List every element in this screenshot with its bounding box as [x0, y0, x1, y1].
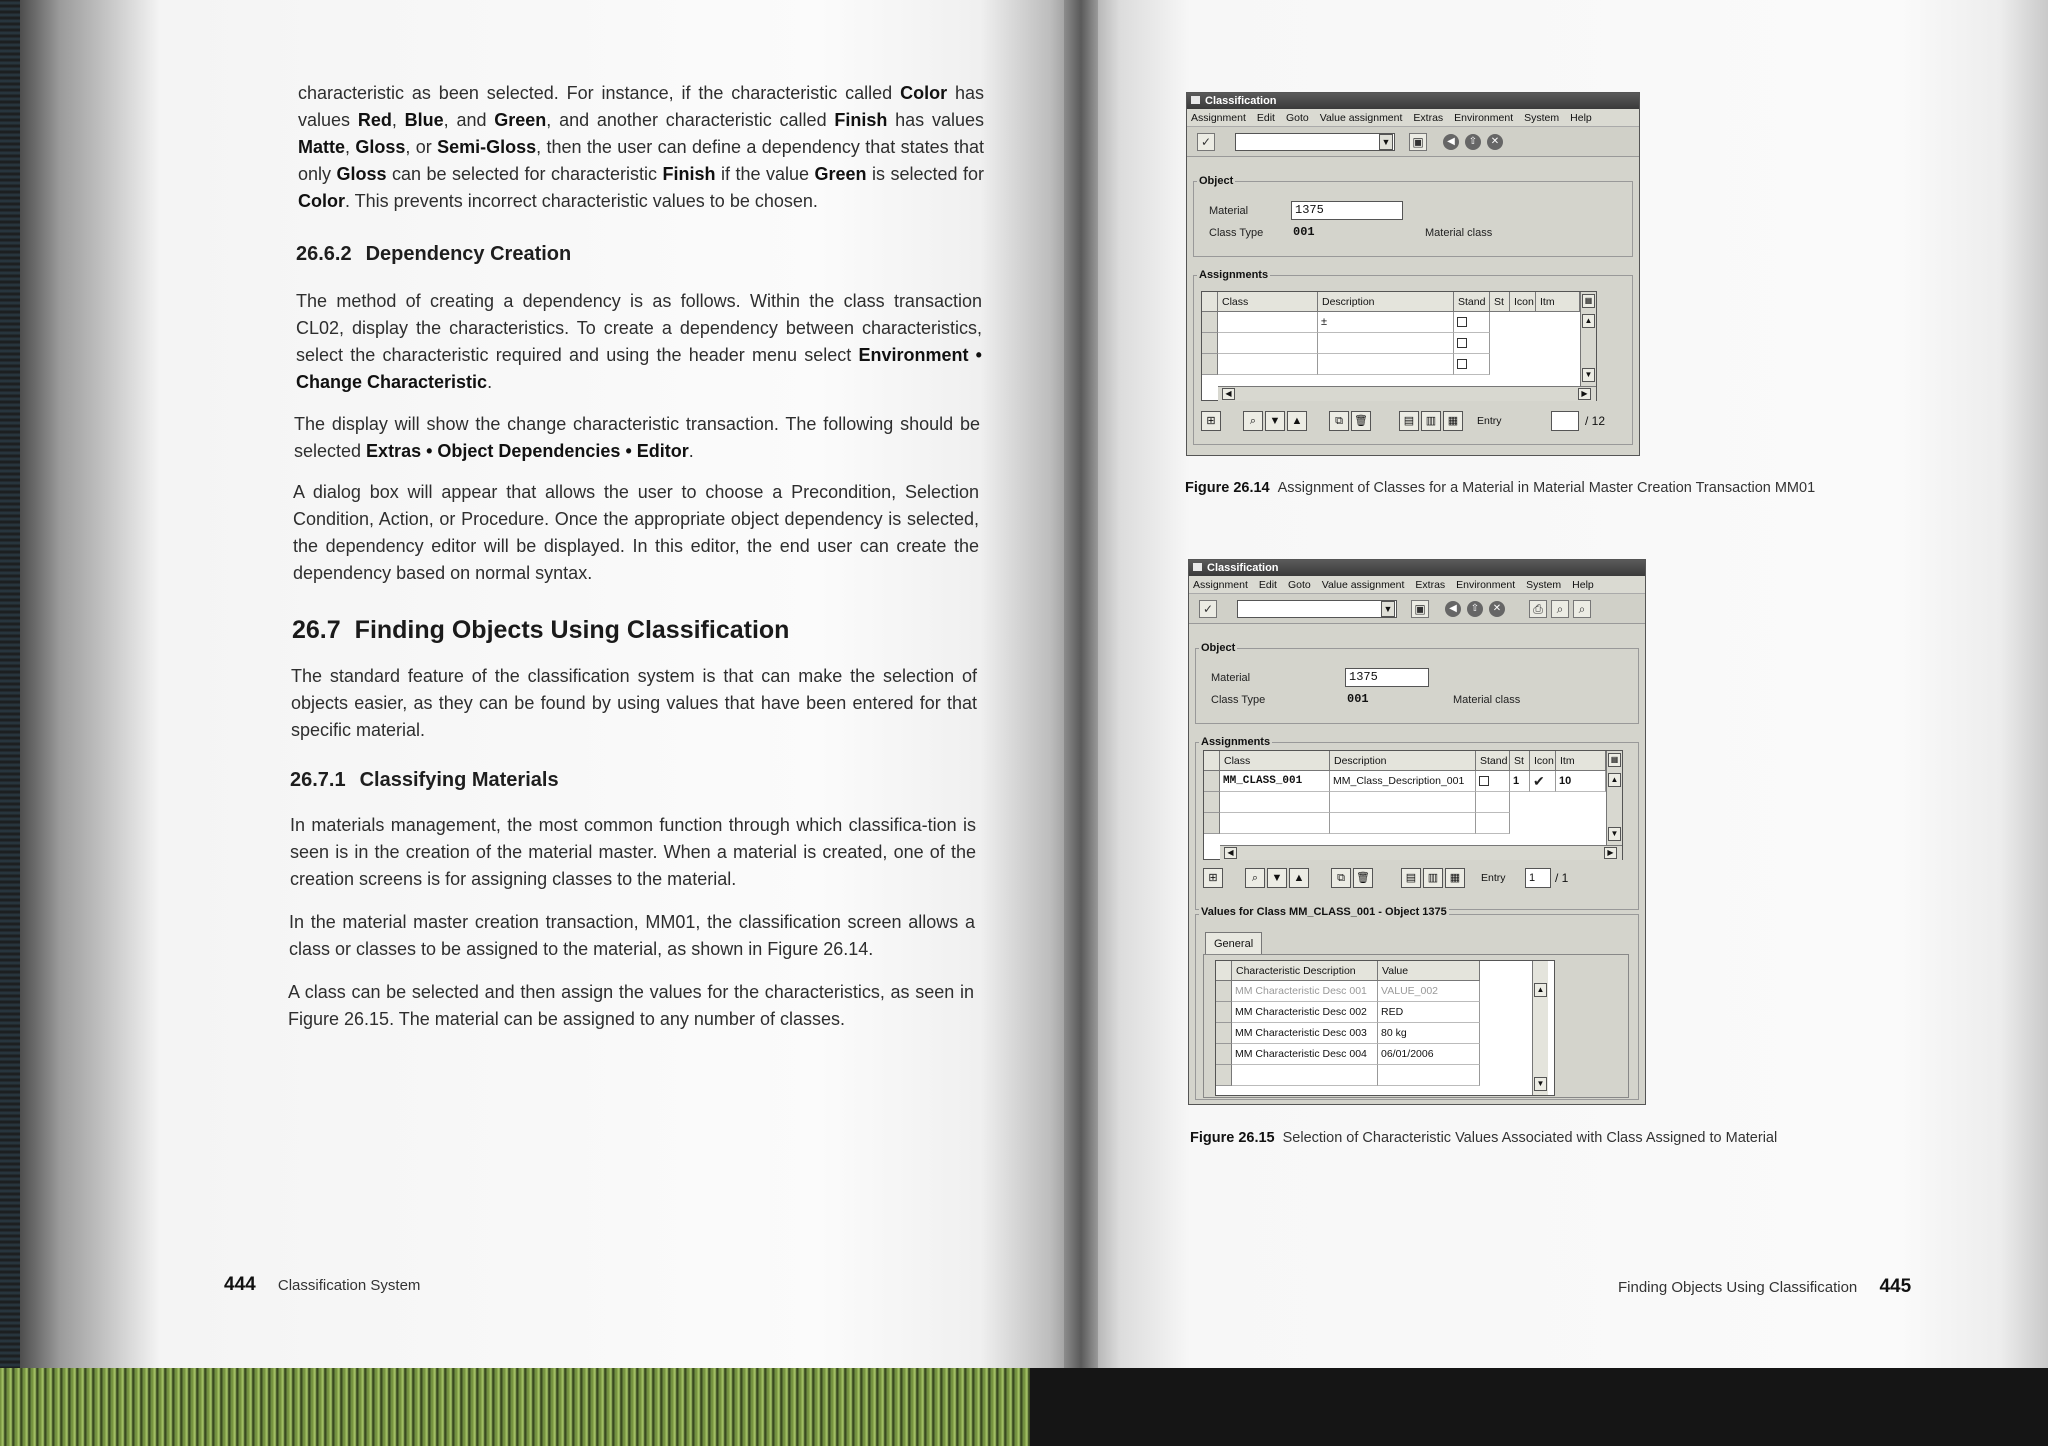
- assignments-table: [1203, 750, 1623, 860]
- menu-help[interactable]: Help: [1570, 112, 1592, 124]
- row-selector[interactable]: [1216, 1002, 1232, 1023]
- menu-edit[interactable]: Edit: [1256, 112, 1275, 124]
- material-label: Material: [1211, 672, 1251, 684]
- menu-goto[interactable]: Goto: [1285, 112, 1309, 124]
- scroll-right-icon[interactable]: ▶: [1604, 847, 1617, 859]
- find-next-icon[interactable]: ⌕: [1573, 600, 1591, 618]
- footer-section-right: Finding Objects Using Classification: [1618, 1279, 1858, 1296]
- assignments-label: Assignments: [1199, 269, 1269, 281]
- standard-checkbox[interactable]: [1457, 338, 1467, 348]
- header-st: St: [1490, 292, 1510, 312]
- icon-cell: [1530, 771, 1556, 792]
- header-class: Class: [1218, 292, 1318, 312]
- table-cell[interactable]: [1232, 1065, 1378, 1086]
- header-stand: Stand: [1476, 751, 1510, 771]
- horizontal-scrollbar[interactable]: [1218, 386, 1596, 401]
- menu-goto[interactable]: Goto: [1287, 579, 1311, 591]
- header-select: [1216, 961, 1232, 981]
- table-settings-icon[interactable]: ▦: [1582, 294, 1595, 308]
- tab-general[interactable]: General: [1205, 932, 1262, 954]
- row-selector[interactable]: [1202, 354, 1218, 375]
- delete-icon[interactable]: 🗑: [1353, 868, 1373, 888]
- paragraph-classifying-3: A class can be selected and then assign the values for the characteristics, as seen in Figure 26.15. The material can be assigned to any number of classes.: [288, 982, 974, 1029]
- entry-field[interactable]: 1: [1525, 868, 1551, 888]
- scroll-up-icon[interactable]: ▲: [1608, 773, 1621, 787]
- header-description: Description: [1330, 751, 1476, 771]
- class-cell[interactable]: MM_CLASS_001: [1220, 771, 1330, 792]
- paragraph-classifying-1: In materials management, the most common function through which classifica-tion is seen is in the creation of the material master. When a material is created, one of the creation screens is for assigning classes to the material.: [290, 815, 976, 889]
- standard-checkbox[interactable]: [1457, 317, 1467, 327]
- scroll-down-icon[interactable]: ▼: [1534, 1077, 1547, 1091]
- object-group: [1193, 181, 1633, 257]
- material-class-label: Material class: [1425, 227, 1493, 239]
- menu-system[interactable]: System: [1524, 112, 1560, 124]
- enter-check-icon[interactable]: ✓: [1199, 600, 1217, 618]
- cancel-icon[interactable]: ✕: [1489, 601, 1505, 617]
- characteristic-desc-cell: MM Characteristic Desc 004: [1232, 1044, 1378, 1065]
- assignments-label: Assignments: [1201, 736, 1271, 748]
- command-dropdown-icon[interactable]: ▼: [1379, 134, 1393, 150]
- characteristic-desc-cell: MM Characteristic Desc 002: [1232, 1002, 1378, 1023]
- table-cell[interactable]: [1220, 813, 1330, 834]
- cancel-icon[interactable]: ✕: [1487, 134, 1503, 150]
- exit-icon[interactable]: ⇧: [1467, 601, 1483, 617]
- menu-environment[interactable]: Environment: [1456, 579, 1516, 591]
- characteristic-value-cell[interactable]: RED: [1378, 1002, 1480, 1023]
- delete-icon[interactable]: 🗑: [1351, 411, 1371, 431]
- menu-bar: [1187, 109, 1639, 127]
- footer-right: [1618, 1276, 1911, 1298]
- copy-icon[interactable]: ⧉: [1329, 411, 1349, 431]
- object-label: Object: [1201, 642, 1236, 654]
- table-toolbar: [1203, 868, 1633, 896]
- scroll-down-icon[interactable]: ▼: [1582, 368, 1595, 382]
- object-label: Object: [1199, 175, 1234, 187]
- header-class: Class: [1220, 751, 1330, 771]
- header-select: [1202, 292, 1218, 312]
- menu-value-assignment[interactable]: Value assignment: [1321, 579, 1405, 591]
- scroll-down-icon[interactable]: ▼: [1608, 827, 1621, 841]
- table-cell[interactable]: [1218, 312, 1318, 333]
- class-type-value: 001: [1347, 692, 1369, 706]
- paragraph-finding-objects: The standard feature of the classification system is that can make the selection of objects easier, as they can be found by using values that have been entered for that specific material.: [291, 666, 977, 740]
- status-cell: 1: [1510, 771, 1530, 792]
- paragraph-classifying-2: In the material master creation transaction, MM01, the classification screen allows a class or classes to be assigned to the material, as shown in Figure 26.14.: [289, 912, 975, 959]
- save-icon[interactable]: ▣: [1409, 133, 1427, 151]
- characteristic-desc-cell: MM Characteristic Desc 001: [1232, 981, 1378, 1002]
- back-icon[interactable]: ◀: [1445, 601, 1461, 617]
- table-cell[interactable]: [1318, 354, 1454, 375]
- description-cell[interactable]: MM_Class_Description_001: [1330, 771, 1476, 792]
- background-dark: [1030, 1368, 2048, 1446]
- heading-26-6-2: 26.6.2 Dependency Creation: [296, 243, 572, 265]
- entry-total: / 1: [1555, 871, 1569, 885]
- characteristic-value-cell[interactable]: VALUE_002: [1378, 981, 1480, 1002]
- paragraph-dependency-dialog: A dialog box will appear that allows the user to choose a Precondition, Selection Condition, Action, or Procedure. Once the appropriate object dependency is selected, the dependency editor will be displayed. In this editor, the end user can create the dependency based on normal syntax.: [293, 482, 979, 583]
- find-icon[interactable]: ⌕: [1551, 600, 1569, 618]
- window-title: Classification: [1187, 93, 1639, 109]
- row-selector[interactable]: [1204, 813, 1220, 834]
- menu-extras[interactable]: Extras: [1415, 579, 1446, 591]
- figure-26-15-caption: Figure 26.15 Selection of Characteristic Values Associated with Class Assigned to Material: [1190, 1130, 1778, 1146]
- menu-assignment[interactable]: Assignment: [1193, 579, 1248, 591]
- table-cell[interactable]: [1454, 354, 1490, 375]
- toolbar: [1189, 594, 1645, 624]
- row-selector[interactable]: [1202, 312, 1218, 333]
- heading-26-7: 26.7 Finding Objects Using Classification: [292, 616, 790, 644]
- header-description: Description: [1318, 292, 1454, 312]
- class-type-label: Class Type: [1211, 694, 1266, 706]
- sort-up-icon[interactable]: ▲: [1289, 868, 1309, 888]
- table-cell[interactable]: [1330, 792, 1476, 813]
- table-cell[interactable]: [1330, 813, 1476, 834]
- menu-help[interactable]: Help: [1572, 579, 1594, 591]
- assignments-table: [1201, 291, 1597, 401]
- table-cell[interactable]: [1218, 354, 1318, 375]
- characteristic-value-cell[interactable]: 06/01/2006: [1378, 1044, 1480, 1065]
- menu-system[interactable]: System: [1526, 579, 1562, 591]
- page-number-left: 444: [224, 1274, 256, 1295]
- material-class-label: Material class: [1453, 694, 1521, 706]
- class-type-label: Class Type: [1209, 227, 1264, 239]
- footer-left: [224, 1274, 420, 1296]
- paragraph-dependency-display: The display will show the change characteristic transaction. The following should be selected Extras • Object Dependencies • Editor.: [294, 414, 980, 461]
- row-selector[interactable]: [1216, 1023, 1232, 1044]
- menu-environment[interactable]: Environment: [1454, 112, 1514, 124]
- header-icon: Icon: [1510, 292, 1536, 312]
- save-icon[interactable]: ▣: [1411, 600, 1429, 618]
- scroll-left-icon[interactable]: ◀: [1222, 388, 1235, 400]
- material-field[interactable]: 1375: [1291, 201, 1403, 220]
- table-cell[interactable]: [1454, 312, 1490, 333]
- figure-26-14-caption: Figure 26.14 Assignment of Classes for a Material in Material Master Creation Transaction MM01: [1185, 480, 1816, 496]
- characteristic-value-cell[interactable]: 80 kg: [1378, 1023, 1480, 1044]
- values-label: Values for Class MM_CLASS_001 - Object 1375: [1201, 906, 1447, 918]
- details-icon[interactable]: ⊞: [1201, 411, 1221, 431]
- vertical-scrollbar[interactable]: [1532, 961, 1548, 1095]
- table-cell[interactable]: [1318, 312, 1454, 333]
- scroll-right-icon[interactable]: ▶: [1578, 388, 1591, 400]
- table-toolbar: [1201, 411, 1631, 439]
- row-selector[interactable]: [1216, 1065, 1232, 1086]
- class-type-value: 001: [1293, 225, 1315, 239]
- menu-bar: [1189, 576, 1645, 594]
- book-spine: [1064, 0, 1098, 1368]
- horizontal-scrollbar[interactable]: [1220, 845, 1622, 860]
- window-title: Classification: [1189, 560, 1645, 576]
- sort-up-icon[interactable]: ▲: [1287, 411, 1307, 431]
- print-icon[interactable]: ⎙: [1529, 600, 1547, 618]
- page-number-right: 445: [1879, 1276, 1912, 1297]
- entry-total: / 12: [1585, 414, 1606, 428]
- sap-window-fig-26-15: [1188, 559, 1646, 1105]
- table-cell[interactable]: [1454, 333, 1490, 354]
- entry-label: Entry: [1477, 415, 1502, 427]
- header-itm: Itm: [1556, 751, 1606, 771]
- entry-field[interactable]: [1551, 411, 1579, 431]
- scroll-up-icon[interactable]: ▲: [1534, 983, 1547, 997]
- entry-label: Entry: [1481, 872, 1506, 884]
- stand-cell[interactable]: [1476, 771, 1510, 792]
- table-cell[interactable]: [1378, 1065, 1480, 1086]
- checkmark-icon: ✔: [1533, 773, 1545, 789]
- layout-icon-3[interactable]: ▦: [1445, 868, 1465, 888]
- item-cell: 10: [1556, 771, 1606, 792]
- find-icon[interactable]: ⌕: [1243, 411, 1263, 431]
- header-characteristic-description: Characteristic Description: [1232, 961, 1378, 981]
- menu-value-assignment[interactable]: Value assignment: [1319, 112, 1403, 124]
- command-dropdown-icon[interactable]: ▼: [1381, 601, 1395, 617]
- paragraph-intro: characteristic as been selected. For instance, if the characteristic called Color has values Red, Blue, and Green, and another characteristic called Finish has values Matte, Gloss, or Semi-Gloss, then the user can define a dependency that states that only Gloss can be selected for characteristic Finish if the value Green is selected for Color. This prevents incorrect characteristic values to be chosen.: [298, 83, 984, 211]
- menu-assignment[interactable]: Assignment: [1191, 112, 1246, 124]
- details-icon[interactable]: ⊞: [1203, 868, 1223, 888]
- row-selector[interactable]: [1204, 792, 1220, 813]
- layout-icon-2[interactable]: ▥: [1423, 868, 1443, 888]
- row-selector[interactable]: [1204, 771, 1220, 792]
- row-selector[interactable]: [1202, 333, 1218, 354]
- layout-icon-1[interactable]: ▤: [1399, 411, 1419, 431]
- sort-down-icon[interactable]: ▼: [1267, 868, 1287, 888]
- command-field[interactable]: [1235, 133, 1395, 151]
- table-cell[interactable]: [1218, 333, 1318, 354]
- enter-check-icon[interactable]: ✓: [1197, 133, 1215, 151]
- header-stand: Stand: [1454, 292, 1490, 312]
- header-select: [1204, 751, 1220, 771]
- row-selector[interactable]: [1216, 1044, 1232, 1065]
- row-selector[interactable]: [1216, 981, 1232, 1002]
- menu-edit[interactable]: Edit: [1258, 579, 1277, 591]
- menu-extras[interactable]: Extras: [1413, 112, 1444, 124]
- heading-26-7-1: 26.7.1 Classifying Materials: [290, 769, 559, 791]
- f4-help-icon[interactable]: ±: [1321, 316, 1328, 328]
- vertical-scrollbar[interactable]: [1580, 292, 1596, 386]
- exit-icon[interactable]: ⇧: [1465, 134, 1481, 150]
- layout-icon-1[interactable]: ▤: [1401, 868, 1421, 888]
- table-cell[interactable]: [1476, 813, 1510, 834]
- header-icon: Icon: [1530, 751, 1556, 771]
- material-field[interactable]: 1375: [1345, 668, 1429, 687]
- command-field[interactable]: [1237, 600, 1397, 618]
- vertical-scrollbar[interactable]: [1606, 751, 1622, 845]
- table-settings-icon[interactable]: ▦: [1608, 753, 1621, 767]
- layout-icon-3[interactable]: ▦: [1443, 411, 1463, 431]
- values-table: [1215, 960, 1555, 1096]
- scroll-left-icon[interactable]: ◀: [1224, 847, 1237, 859]
- back-icon[interactable]: ◀: [1443, 134, 1459, 150]
- standard-checkbox[interactable]: [1479, 776, 1489, 786]
- header-value: Value: [1378, 961, 1480, 981]
- sap-window-fig-26-14: [1186, 92, 1640, 456]
- sort-down-icon[interactable]: ▼: [1265, 411, 1285, 431]
- copy-icon[interactable]: ⧉: [1331, 868, 1351, 888]
- material-label: Material: [1209, 205, 1249, 217]
- standard-checkbox[interactable]: [1457, 359, 1467, 369]
- characteristic-desc-cell: MM Characteristic Desc 003: [1232, 1023, 1378, 1044]
- table-cell[interactable]: [1220, 792, 1330, 813]
- header-st: St: [1510, 751, 1530, 771]
- layout-icon-2[interactable]: ▥: [1421, 411, 1441, 431]
- header-itm: Itm: [1536, 292, 1580, 312]
- footer-section-left: Classification System: [277, 1277, 421, 1294]
- scroll-up-icon[interactable]: ▲: [1582, 314, 1595, 328]
- find-icon[interactable]: ⌕: [1245, 868, 1265, 888]
- toolbar: [1187, 127, 1639, 157]
- table-cell[interactable]: [1318, 333, 1454, 354]
- table-cell[interactable]: [1476, 792, 1510, 813]
- paragraph-dependency-method: The method of creating a dependency is as follows. Within the class transaction CL02, display the characteristics. To create a dependency between characteristics, select the characteristic required and using the header menu select Environment • Change Characteristic.: [296, 291, 982, 392]
